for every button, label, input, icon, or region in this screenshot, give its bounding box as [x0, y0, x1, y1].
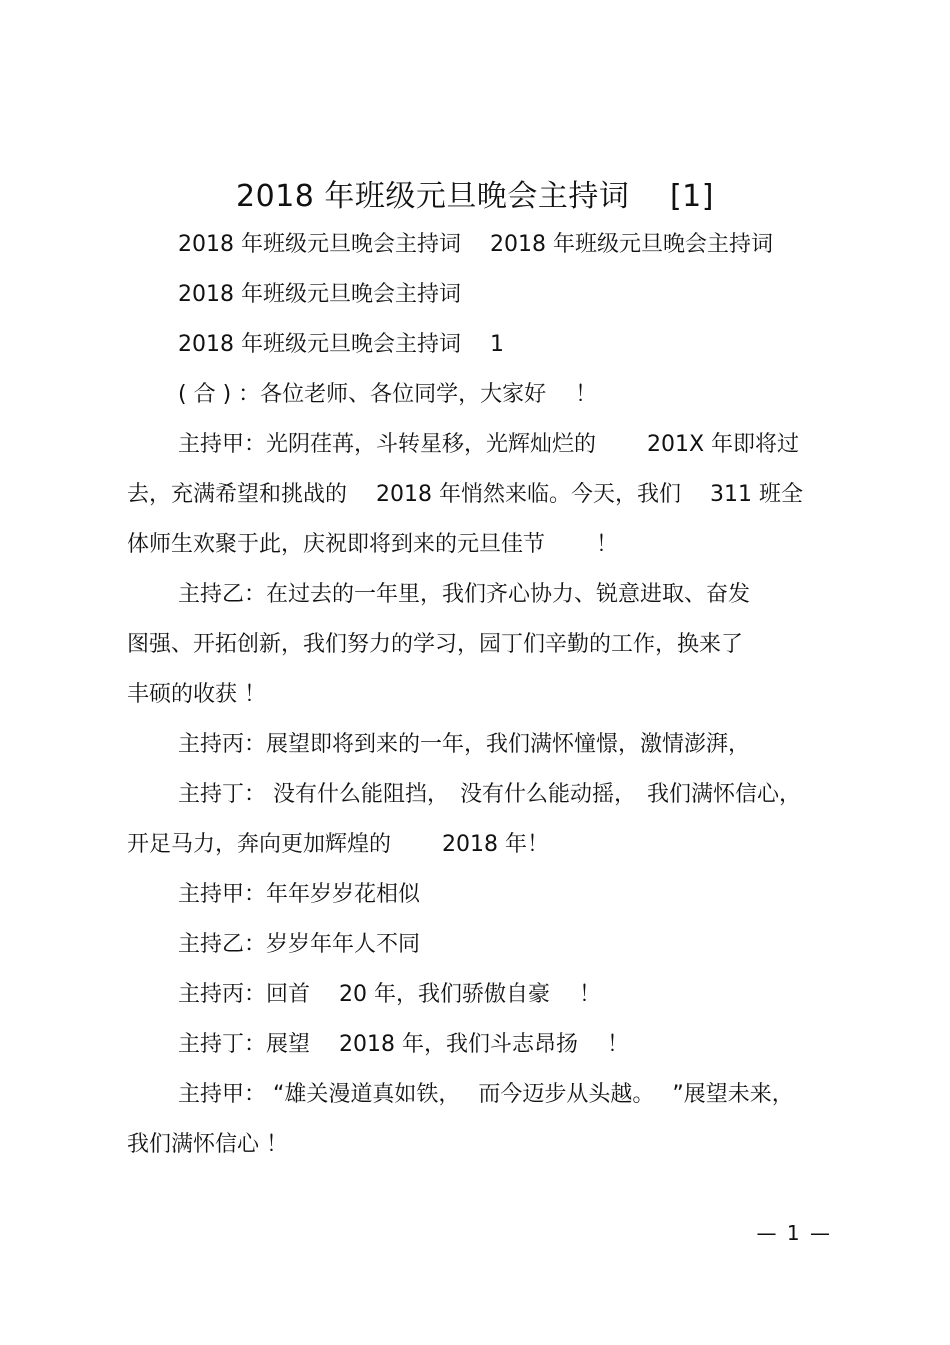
paragraph-line: 2018 年班级元旦晚会主持词 2018 年班级元旦晚会主持词 — [178, 232, 773, 257]
paragraph-line: 主持甲：年年岁岁花相似 — [178, 882, 421, 907]
paragraph-line: 2018 年班级元旦晚会主持词 — [178, 282, 461, 307]
paragraph-line: 主持甲：光阴荏苒，斗转星移，光辉灿烂的 201X 年即将过 — [178, 432, 800, 457]
paragraph-line: ( 合 ) ：各位老师、各位同学，大家好 ！ — [178, 382, 598, 407]
paragraph-line: 主持丁： 没有什么能阻挡， 没有什么能动摇， 我们满怀信心， — [178, 782, 801, 807]
paragraph-line: 体师生欢聚于此，庆祝即将到来的元旦佳节 ！ — [127, 532, 618, 557]
document-title: 2018 年班级元旦晚会主持词 [1] — [236, 179, 714, 214]
document-body — [127, 220, 832, 1170]
paragraph-line: 主持丙：展望即将到来的一年，我们满怀憧憬，激情澎湃， — [178, 732, 751, 757]
paragraph-line: 主持甲： “雄关漫道真如铁， 而今迈步从头越。 ”展望未来， — [178, 1082, 794, 1107]
paragraph-line: 丰硕的收获 ！ — [127, 682, 266, 707]
paragraph-line: 我们满怀信心 ！ — [127, 1132, 288, 1157]
paragraph-line: 主持乙：在过去的一年里，我们齐心协力、锐意进取、奋发 — [178, 582, 751, 607]
paragraph-line: 2018 年班级元旦晚会主持词 1 — [178, 332, 504, 357]
paragraph-line: 图强、开拓创新，我们努力的学习，园丁们辛勤的工作，换来了 — [127, 632, 744, 657]
paragraph-line: 主持丙：回首 20 年，我们骄傲自豪 ！ — [178, 982, 601, 1007]
page-number: — 1 — — [756, 1221, 832, 1245]
paragraph-line: 主持丁：展望 2018 年，我们斗志昂扬 ！ — [178, 1032, 629, 1057]
paragraph-line: 开足马力，奔向更加辉煌的 2018 年！ — [127, 832, 549, 857]
paragraph-line: 去，充满希望和挑战的 2018 年悄然来临。今天，我们 311 班全 — [127, 482, 803, 507]
paragraph-line: 主持乙：岁岁年年人不同 — [178, 932, 421, 957]
